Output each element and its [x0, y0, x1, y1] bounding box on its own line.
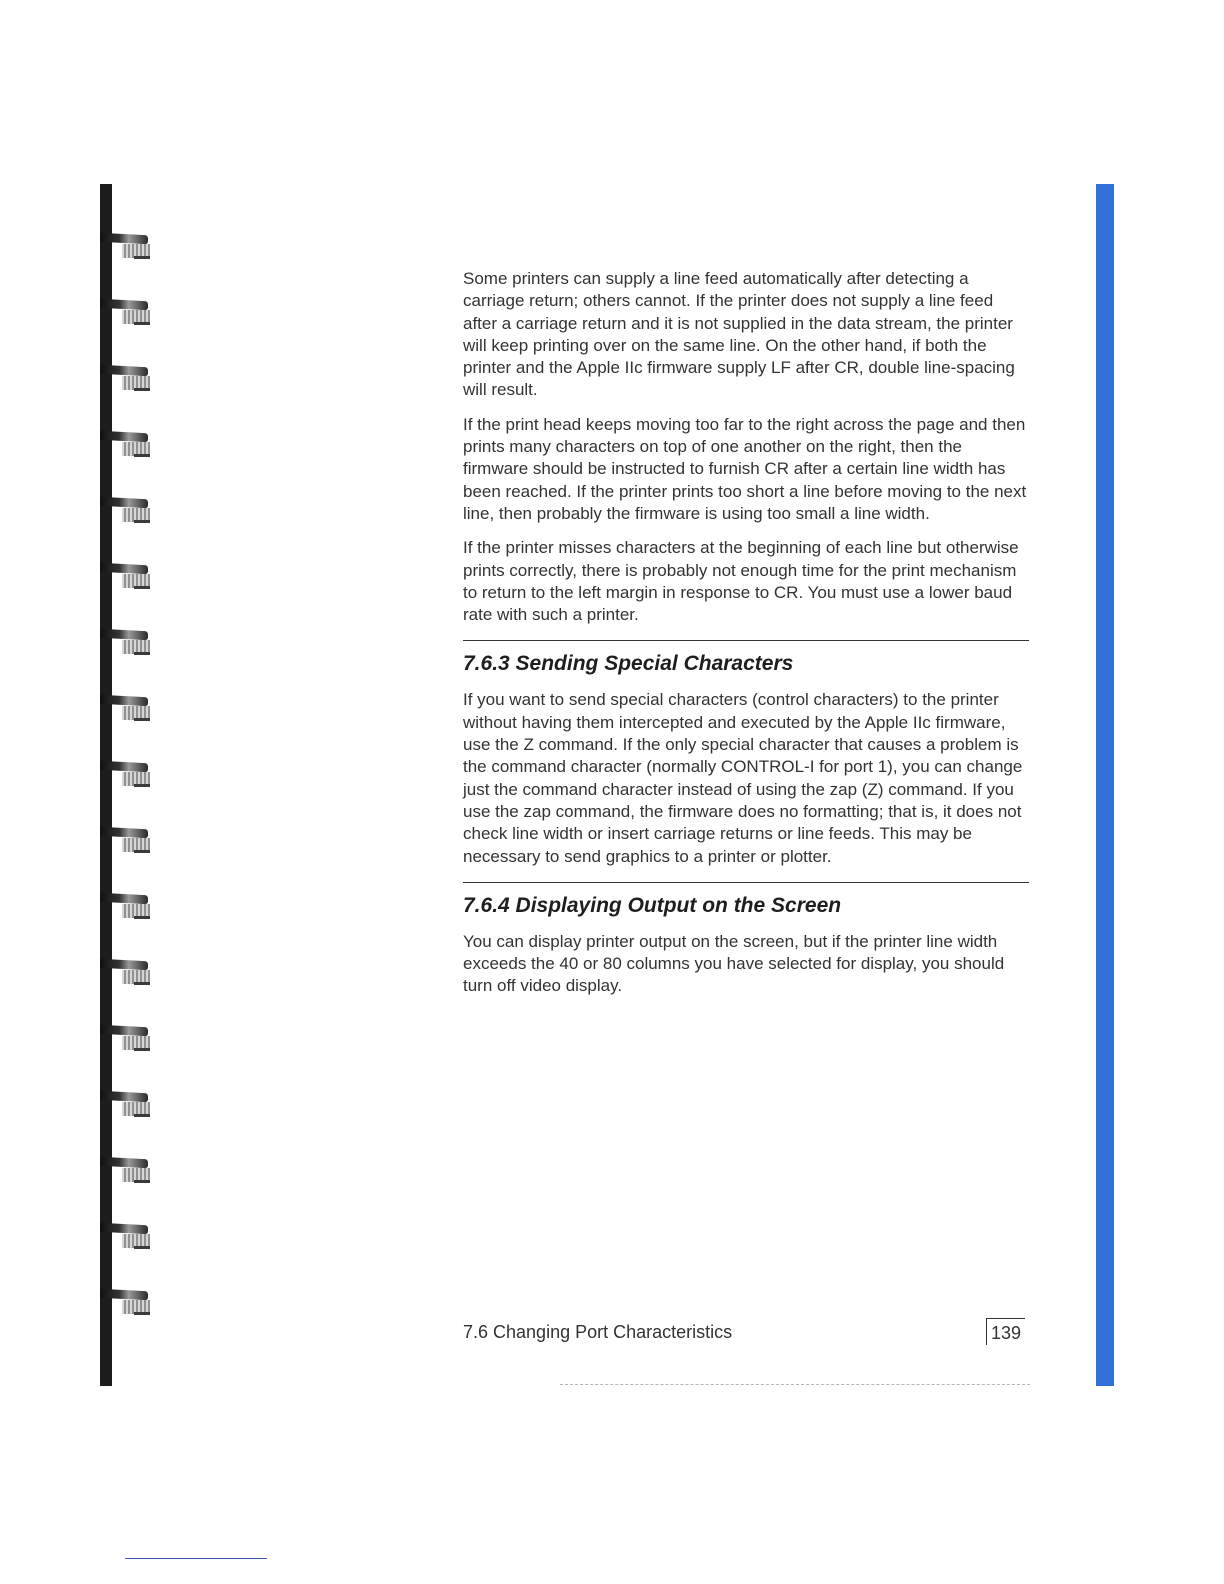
- binding-ring: [100, 686, 150, 726]
- binding-ring: [100, 554, 150, 594]
- page-footer: [463, 1318, 1029, 1348]
- body-paragraph: You can display printer output on the screen, but if the printer line width exceeds the 40 or 80 columns you have selected for display, you should turn off video display.: [463, 931, 1005, 996]
- binding-ring: [100, 290, 150, 330]
- section-heading: 7.6.3 Sending Special Characters: [463, 652, 794, 676]
- binding-ring: [100, 224, 150, 264]
- footer-chapter-title: 7.6 Changing Port Characteristics: [463, 1322, 733, 1342]
- binding-ring: [100, 422, 150, 462]
- section-divider: [463, 882, 1029, 883]
- binding-ring: [100, 1016, 150, 1056]
- scan-artifact-line: [125, 1558, 267, 1559]
- binding-ring: [100, 356, 150, 396]
- body-paragraph: If you want to send special characters (control characters) to the printer without having them intercepted and executed by the Apple IIc firmware, use the Z command. If the only special character that causes a problem is the command character (normally CONTROL-I for port 1), you can change just the command character instead of using the zap (Z) command. If you use the zap command, the firmware does no formatting; that is, it does not check line width or insert carriage returns or line feeds. This may be necessary to send graphics to a printer or plotter.: [463, 690, 1023, 866]
- body-paragraph: If the printer misses characters at the beginning of each line but otherwise prints correctly, there is probably not enough time for the print mechanism to return to the left margin in response to CR. You must use a lower baud rate with such a printer.: [463, 538, 1019, 625]
- binding-ring: [100, 1214, 150, 1254]
- body-paragraph: Some printers can supply a line feed automatically after detecting a carriage return; others cannot. If the printer does not supply a line feed after a carriage return and it is not supplied in the data stream, the printer will keep printing over on the same line. On the other hand, if both the printer and the Apple IIc firmware supply LF after CR, double line-spacing will result.: [463, 269, 1015, 400]
- section-divider: [463, 640, 1029, 641]
- spiral-binding: [100, 184, 162, 1386]
- binding-ring: [100, 818, 150, 858]
- binding-ring: [100, 950, 150, 990]
- binding-ring: [100, 884, 150, 924]
- binding-ring: [100, 488, 150, 528]
- page-bottom-edge: [560, 1384, 1030, 1385]
- body-paragraph: If the print head keeps moving too far to the right across the page and then prints many characters on top of one another on the right, then the firmware should be instructed to furnish CR after a certain line width has been reached. If the printer prints too short a line before moving to the next line, then probably the firmware is using too small a line width.: [463, 414, 1027, 523]
- binding-ring: [100, 752, 150, 792]
- page-content: [463, 268, 1029, 1010]
- binding-ring: [100, 1082, 150, 1122]
- page-edge-blue-bar: [1096, 184, 1114, 1386]
- binding-ring: [100, 1280, 150, 1320]
- binding-ring: [100, 620, 150, 660]
- binding-ring: [100, 1148, 150, 1188]
- page-number: 139: [986, 1318, 1025, 1345]
- section-heading: 7.6.4 Displaying Output on the Screen: [463, 893, 842, 917]
